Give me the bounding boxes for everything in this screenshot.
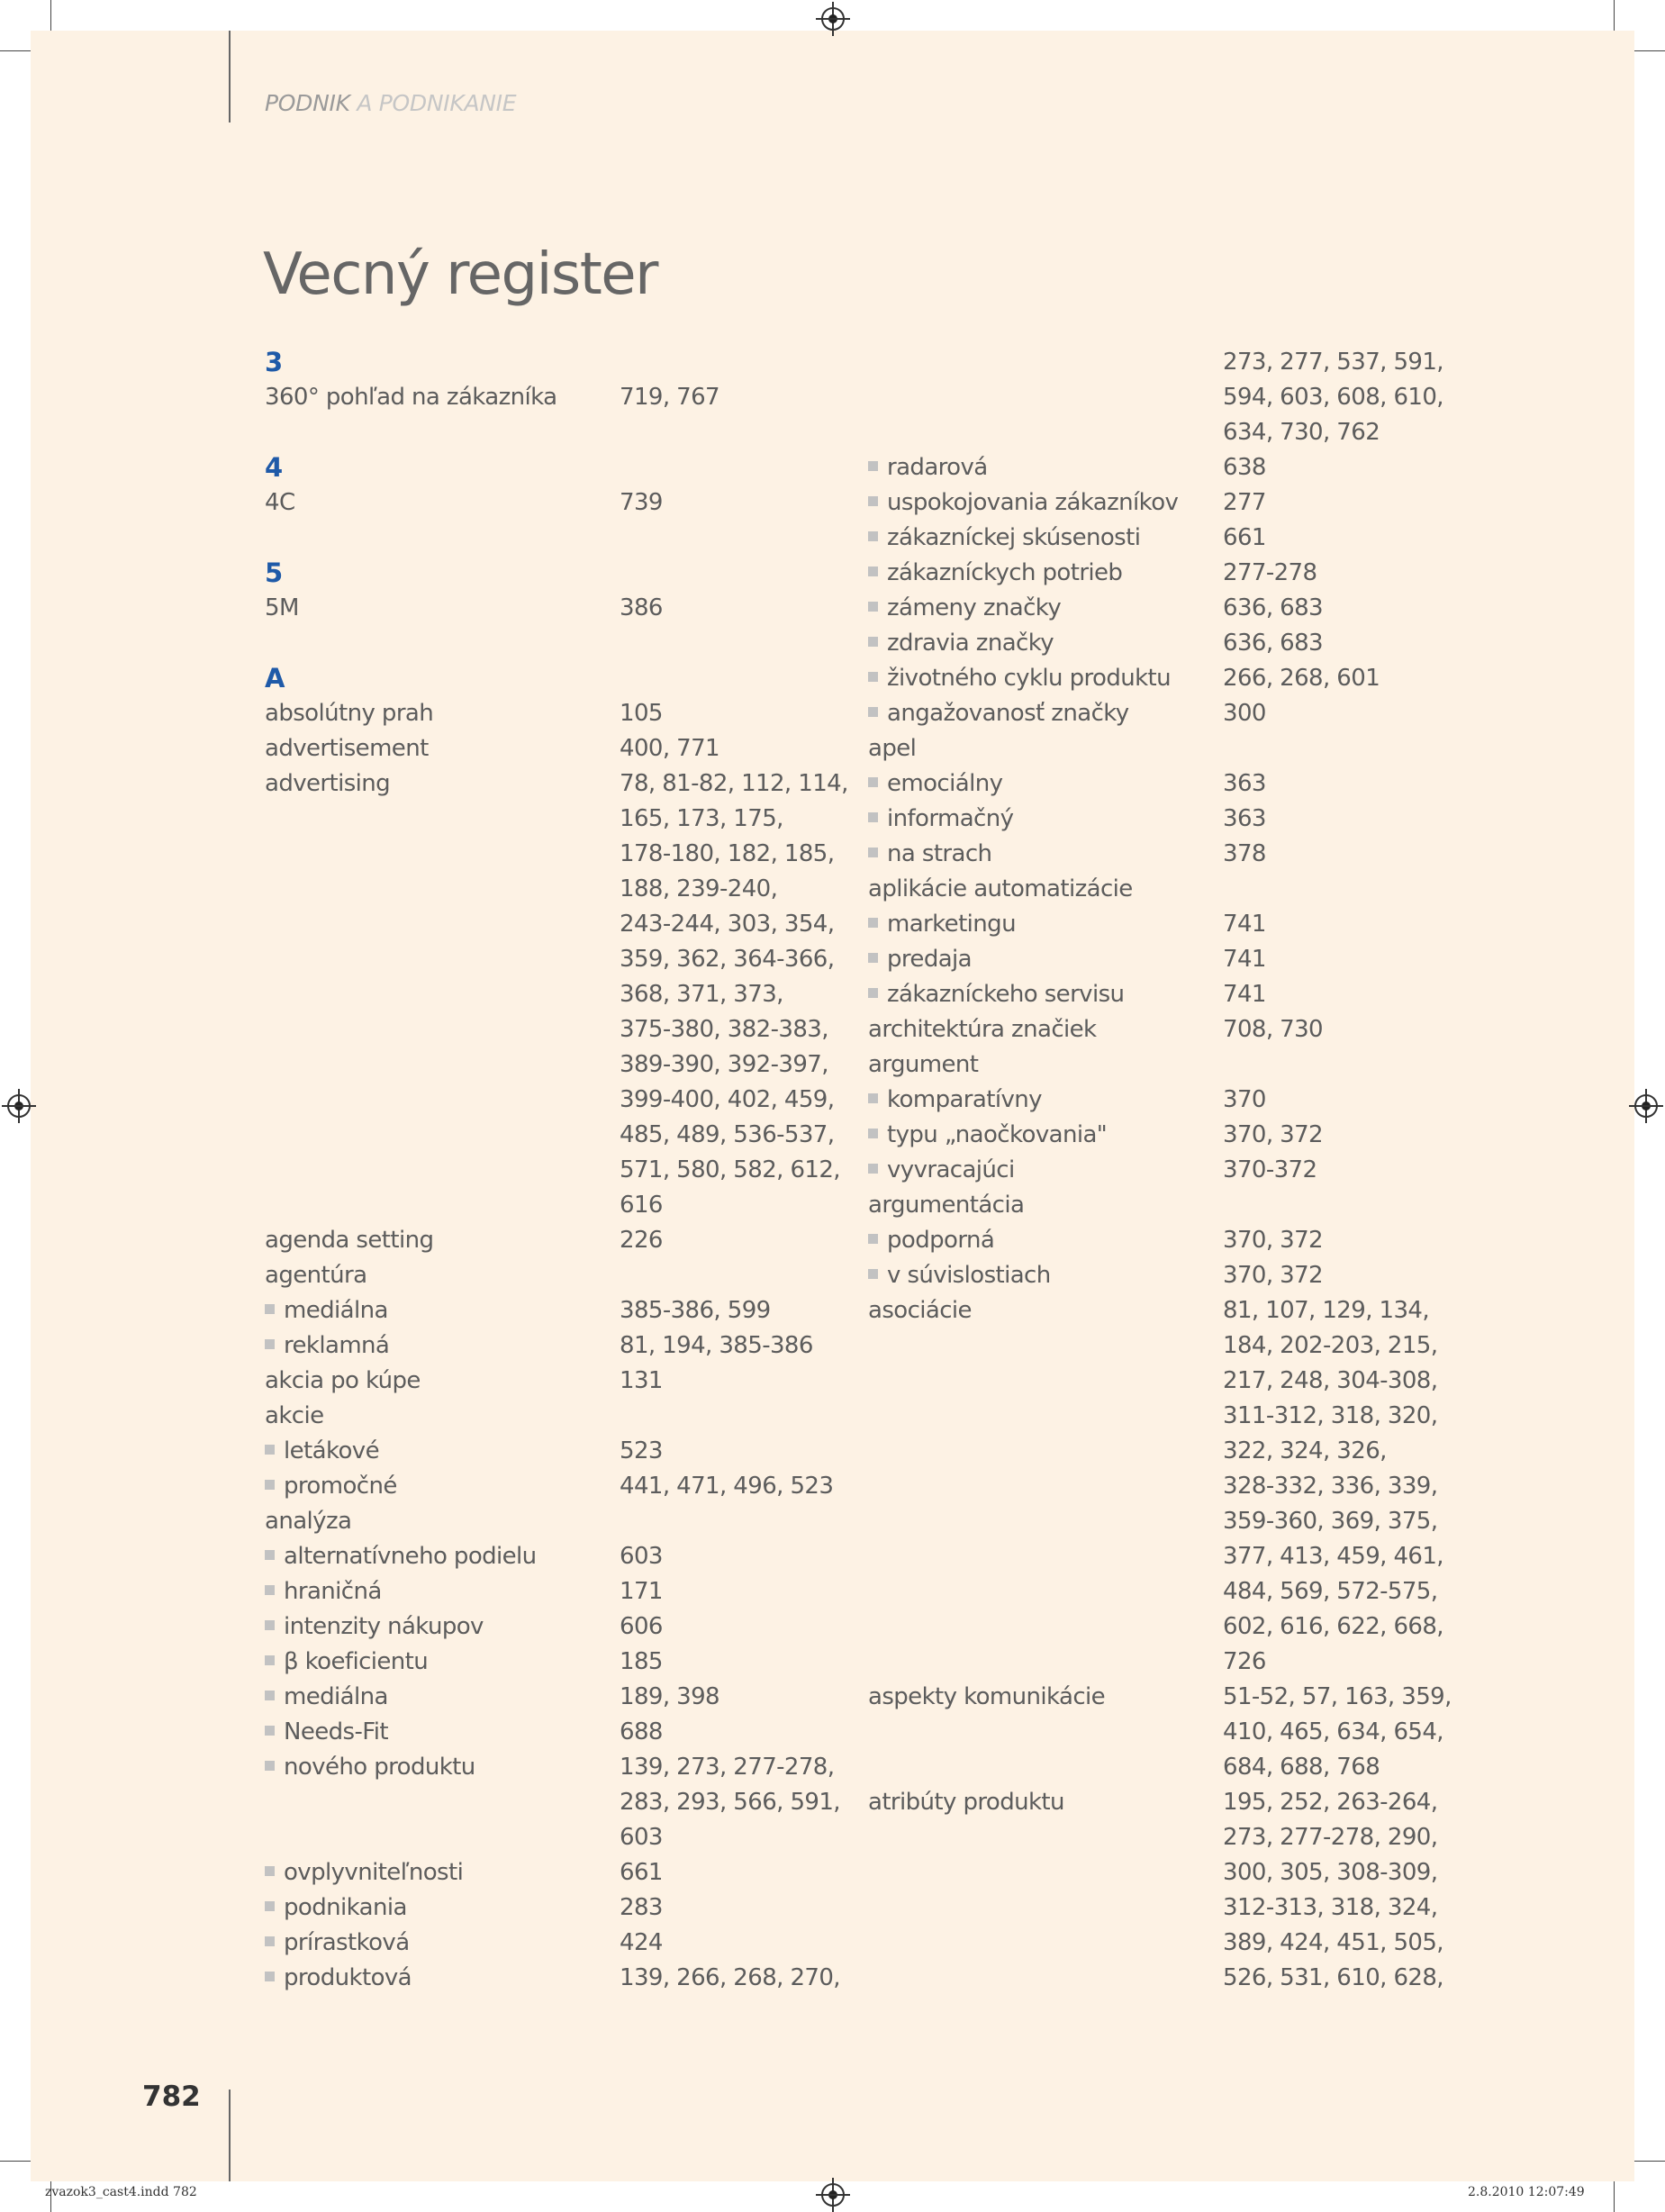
index-page-refs: 171 xyxy=(620,1578,663,1605)
index-page-refs: 185 xyxy=(620,1648,663,1675)
index-term-cell xyxy=(868,766,1002,802)
square-bullet-icon xyxy=(265,1550,275,1560)
index-subterm: emociálny xyxy=(887,770,1003,797)
index-page-refs: 217, 248, 304-308, xyxy=(1223,1367,1438,1394)
index-term-cell xyxy=(868,1785,1064,1820)
index-page-refs: 51-52, 57, 163, 359, xyxy=(1223,1683,1452,1710)
square-bullet-icon xyxy=(868,496,878,506)
index-subterm: typu „naočkovania" xyxy=(887,1121,1108,1148)
index-page-refs: 277 xyxy=(1223,489,1266,516)
index-term-cell xyxy=(265,380,557,415)
index-page-refs: 636, 683 xyxy=(1223,630,1323,657)
index-page-refs: 283 xyxy=(620,1894,663,1921)
index-page-refs: 328-332, 336, 339, xyxy=(1223,1473,1438,1500)
index-page-refs: 661 xyxy=(620,1859,663,1886)
index-term-cell xyxy=(265,1855,463,1890)
square-bullet-icon xyxy=(868,1129,878,1138)
index-page-refs: 484, 569, 572-575, xyxy=(1223,1578,1438,1605)
index-page-refs: 300, 305, 308-309, xyxy=(1223,1859,1438,1886)
square-bullet-icon xyxy=(868,1269,878,1279)
index-subterm: alternatívneho podielu xyxy=(284,1543,537,1570)
index-subterm: mediálna xyxy=(284,1297,388,1324)
index-term-cell xyxy=(868,1083,1042,1118)
index-page-refs: 424 xyxy=(620,1929,663,1956)
index-term: agenda setting xyxy=(265,1227,434,1254)
index-page-refs: 485, 489, 536-537, xyxy=(620,1121,835,1148)
index-term-cell xyxy=(265,1926,410,1961)
index-term-cell xyxy=(265,485,295,521)
index-term-cell xyxy=(265,1645,428,1680)
index-page-refs: 594, 603, 608, 610, xyxy=(1223,384,1443,411)
index-page-refs: 359, 362, 364-366, xyxy=(620,946,835,973)
index-subterm: v súvislostiach xyxy=(887,1262,1051,1289)
index-subterm: informačný xyxy=(887,805,1014,832)
index-page-refs: 131 xyxy=(620,1367,663,1394)
index-page-refs: 368, 371, 373, xyxy=(620,981,783,1008)
index-subterm: predaja xyxy=(887,946,973,973)
index-term: akcie xyxy=(265,1402,324,1429)
index-term-cell xyxy=(265,1504,351,1539)
index-subterm: životného cyklu produktu xyxy=(887,665,1172,692)
square-bullet-icon xyxy=(868,602,878,612)
index-term-cell xyxy=(868,1188,1024,1223)
index-page-refs: 385-386, 599 xyxy=(620,1297,771,1324)
index-subterm: prírastková xyxy=(284,1929,410,1956)
square-bullet-icon xyxy=(868,848,878,857)
footer-rule xyxy=(229,2090,231,2181)
index-page-refs: 616 xyxy=(620,1192,663,1219)
registration-mark-icon xyxy=(7,1094,31,1118)
index-page-refs: 375-380, 382-383, xyxy=(620,1016,828,1043)
index-page-refs: 386 xyxy=(620,594,663,621)
index-page-refs: 523 xyxy=(620,1437,663,1464)
index-page-refs: 571, 580, 582, 612, xyxy=(620,1156,840,1183)
crop-mark xyxy=(1614,0,1615,31)
crop-mark xyxy=(50,0,51,31)
index-term-cell xyxy=(868,907,1016,942)
index-term-cell xyxy=(868,802,1013,837)
index-page-refs: 273, 277, 537, 591, xyxy=(1223,349,1443,376)
index-term-cell xyxy=(868,977,1124,1012)
running-head-primary: PODNIK xyxy=(265,90,350,116)
index-subterm: zákazníckej skúsenosti xyxy=(887,524,1141,551)
index-subterm: mediálna xyxy=(284,1683,388,1710)
index-subterm: podnikania xyxy=(284,1894,407,1921)
square-bullet-icon xyxy=(265,1339,275,1349)
index-page-refs: 726 xyxy=(1223,1648,1266,1675)
index-term: analýza xyxy=(265,1508,352,1535)
index-term-cell xyxy=(868,731,916,766)
index-term-cell xyxy=(868,1118,1107,1153)
index-subterm: Needs-Fit xyxy=(284,1718,388,1745)
index-term-cell xyxy=(868,450,988,485)
index-term-cell xyxy=(868,696,1129,731)
index-subterm: radarová xyxy=(887,454,988,481)
index-page-refs: 165, 173, 175, xyxy=(620,805,783,832)
index-page-refs: 283, 293, 566, 591, xyxy=(620,1789,840,1816)
header-rule xyxy=(229,31,231,122)
square-bullet-icon xyxy=(265,1972,275,1981)
index-subterm: produktová xyxy=(284,1964,412,1991)
index-term-cell xyxy=(868,661,1171,696)
index-page-refs: 526, 531, 610, 628, xyxy=(1223,1964,1443,1991)
slug-file-info: zvazok3_cast4.indd 782 xyxy=(45,2185,197,2199)
square-bullet-icon xyxy=(868,707,878,717)
index-page-refs: 188, 239-240, xyxy=(620,875,778,902)
index-subterm: zdravia značky xyxy=(887,630,1054,657)
index-page-refs: 602, 616, 622, 668, xyxy=(1223,1613,1443,1640)
index-page-refs: 739 xyxy=(620,489,663,516)
index-subterm: zákazníckeho servisu xyxy=(887,981,1125,1008)
square-bullet-icon xyxy=(868,1164,878,1174)
index-term: argumentácia xyxy=(868,1192,1025,1219)
index-page-refs: 389, 424, 451, 505, xyxy=(1223,1929,1443,1956)
index-page-refs: 377, 413, 459, 461, xyxy=(1223,1543,1443,1570)
index-term-cell xyxy=(868,1258,1051,1293)
index-subterm: letákové xyxy=(284,1437,379,1464)
square-bullet-icon xyxy=(265,1620,275,1630)
square-bullet-icon xyxy=(868,777,878,787)
index-page-refs: 370, 372 xyxy=(1223,1227,1323,1254)
index-subterm: nového produktu xyxy=(284,1754,475,1781)
index-term-cell xyxy=(265,1293,388,1328)
index-term: advertisement xyxy=(265,735,429,762)
index-term-cell xyxy=(868,942,972,977)
index-subterm: marketingu xyxy=(887,911,1016,938)
index-page-refs: 370, 372 xyxy=(1223,1121,1323,1148)
crop-mark xyxy=(1634,2161,1665,2162)
index-page-refs: 606 xyxy=(620,1613,663,1640)
index-page-refs: 410, 465, 634, 654, xyxy=(1223,1718,1443,1745)
index-page-refs: 636, 683 xyxy=(1223,594,1323,621)
index-term-cell xyxy=(868,1047,978,1083)
index-page-refs: 400, 771 xyxy=(620,735,719,762)
index-page-refs: 195, 252, 263-264, xyxy=(1223,1789,1438,1816)
index-term-cell xyxy=(265,1258,366,1293)
index-page-refs: 81, 194, 385-386 xyxy=(620,1332,813,1359)
index-page-refs: 370-372 xyxy=(1223,1156,1317,1183)
index-term-cell xyxy=(868,1012,1097,1047)
index-page-refs: 363 xyxy=(1223,770,1266,797)
index-term: absolútny prah xyxy=(265,700,434,727)
registration-mark-icon xyxy=(821,7,845,31)
square-bullet-icon xyxy=(265,1585,275,1595)
index-term-cell xyxy=(868,837,991,872)
index-term-cell xyxy=(265,591,299,626)
index-page-refs: 189, 398 xyxy=(620,1683,719,1710)
index-page-refs: 312-313, 318, 324, xyxy=(1223,1894,1438,1921)
index-page-refs: 266, 268, 601 xyxy=(1223,665,1380,692)
index-term-cell xyxy=(868,872,1133,907)
page-title: Vecný register xyxy=(263,241,657,308)
index-term: apel xyxy=(868,735,917,762)
index-term: atribúty produktu xyxy=(868,1789,1064,1816)
index-page-refs: 399-400, 402, 459, xyxy=(620,1086,835,1113)
square-bullet-icon xyxy=(868,531,878,541)
index-term: agentúra xyxy=(265,1262,367,1289)
index-page-refs: 81, 107, 129, 134, xyxy=(1223,1297,1430,1324)
index-subterm: ovplyvniteľnosti xyxy=(284,1859,464,1886)
index-term-cell xyxy=(265,1574,382,1609)
crop-mark xyxy=(0,2161,31,2162)
index-term-cell xyxy=(265,1539,537,1574)
index-page-refs: 603 xyxy=(620,1824,663,1851)
index-term-cell xyxy=(265,1434,379,1469)
page-number: 782 xyxy=(142,2081,201,2113)
index-page-refs: 226 xyxy=(620,1227,663,1254)
registration-mark-icon xyxy=(1634,1094,1658,1118)
index-subterm: na strach xyxy=(887,840,992,867)
square-bullet-icon xyxy=(868,672,878,682)
index-term: aspekty komunikácie xyxy=(868,1683,1106,1710)
square-bullet-icon xyxy=(868,812,878,822)
index-page-refs: 359-360, 369, 375, xyxy=(1223,1508,1438,1535)
square-bullet-icon xyxy=(265,1866,275,1876)
square-bullet-icon xyxy=(868,918,878,928)
index-page-refs: 78, 81-82, 112, 114, xyxy=(620,770,848,797)
index-page-refs: 139, 273, 277-278, xyxy=(620,1754,835,1781)
square-bullet-icon xyxy=(868,637,878,647)
square-bullet-icon xyxy=(265,1726,275,1736)
index-subterm: hraničná xyxy=(284,1578,382,1605)
index-page-refs: 243-244, 303, 354, xyxy=(620,911,835,938)
crop-mark xyxy=(1634,50,1665,51)
index-term-cell xyxy=(868,591,1061,626)
index-page-refs: 322, 324, 326, xyxy=(1223,1437,1387,1464)
index-subterm: komparatívny xyxy=(887,1086,1042,1113)
square-bullet-icon xyxy=(868,988,878,998)
index-term: 4C xyxy=(265,489,295,516)
index-term: architektúra značiek xyxy=(868,1016,1097,1043)
index-subterm: zákazníckych potrieb xyxy=(887,559,1123,586)
index-page-refs: 378 xyxy=(1223,840,1266,867)
index-term: advertising xyxy=(265,770,391,797)
index-term: akcia po kúpe xyxy=(265,1367,421,1394)
index-subterm: angažovanosť značky xyxy=(887,700,1129,727)
index-term-cell xyxy=(265,696,433,731)
index-letter: A xyxy=(265,663,285,694)
square-bullet-icon xyxy=(868,953,878,963)
index-term-cell xyxy=(868,485,1178,521)
index-term-cell xyxy=(265,1399,324,1434)
index-subterm: zámeny značky xyxy=(887,594,1062,621)
index-page-refs: 273, 277-278, 290, xyxy=(1223,1824,1438,1851)
square-bullet-icon xyxy=(265,1655,275,1665)
index-page-refs: 184, 202-203, 215, xyxy=(1223,1332,1438,1359)
index-term-cell xyxy=(265,1328,389,1364)
index-page-refs: 661 xyxy=(1223,524,1266,551)
index-page-refs: 638 xyxy=(1223,454,1266,481)
index-term: 360° pohľad na zákazníka xyxy=(265,384,557,411)
index-term-cell xyxy=(265,1609,484,1645)
index-page-refs: 603 xyxy=(620,1543,663,1570)
index-page-refs: 311-312, 318, 320, xyxy=(1223,1402,1438,1429)
index-term: aplikácie automatizácie xyxy=(868,875,1133,902)
index-term: 5M xyxy=(265,594,299,621)
square-bullet-icon xyxy=(265,1936,275,1946)
index-term-cell xyxy=(265,1961,412,1996)
index-letter: 5 xyxy=(265,558,283,588)
index-term-cell xyxy=(868,521,1140,556)
square-bullet-icon xyxy=(868,1093,878,1103)
index-page-refs: 708, 730 xyxy=(1223,1016,1323,1043)
index-subterm: intenzity nákupov xyxy=(284,1613,484,1640)
index-letter: 4 xyxy=(265,452,283,483)
square-bullet-icon xyxy=(265,1445,275,1455)
index-page-refs: 719, 767 xyxy=(620,384,719,411)
index-page-refs: 300 xyxy=(1223,700,1266,727)
index-term: asociácie xyxy=(868,1297,972,1324)
index-term-cell xyxy=(265,1715,388,1750)
square-bullet-icon xyxy=(868,461,878,471)
index-term-cell xyxy=(868,1680,1105,1715)
running-head-secondary: A PODNIKANIE xyxy=(349,90,517,116)
index-page-refs: 389-390, 392-397, xyxy=(620,1051,828,1078)
square-bullet-icon xyxy=(265,1304,275,1314)
index-term-cell xyxy=(868,1293,972,1328)
square-bullet-icon xyxy=(868,567,878,576)
square-bullet-icon xyxy=(868,1234,878,1244)
index-page-refs: 370 xyxy=(1223,1086,1266,1113)
slug-timestamp: 2.8.2010 12:07:49 xyxy=(1468,2185,1585,2199)
index-page-refs: 370, 372 xyxy=(1223,1262,1323,1289)
square-bullet-icon xyxy=(265,1761,275,1771)
index-subterm: podporná xyxy=(887,1227,995,1254)
index-subterm: reklamná xyxy=(284,1332,390,1359)
index-subterm: promočné xyxy=(284,1473,397,1500)
index-page-refs: 741 xyxy=(1223,946,1266,973)
index-page-refs: 178-180, 182, 185, xyxy=(620,840,835,867)
index-term-cell xyxy=(868,1223,994,1258)
index-page-refs: 139, 266, 268, 270, xyxy=(620,1964,840,1991)
index-term-cell xyxy=(868,1153,1015,1188)
index-page-refs: 277-278 xyxy=(1223,559,1317,586)
index-subterm: uspokojovania zákazníkov xyxy=(887,489,1179,516)
index-letter: 3 xyxy=(265,347,283,377)
index-subterm: vyvracajúci xyxy=(887,1156,1015,1183)
index-term-cell xyxy=(265,1890,407,1926)
index-page-refs: 741 xyxy=(1223,911,1266,938)
registration-mark-icon xyxy=(821,2183,845,2207)
index-page-refs: 441, 471, 496, 523 xyxy=(620,1473,834,1500)
index-page-refs: 684, 688, 768 xyxy=(1223,1754,1380,1781)
crop-mark xyxy=(0,50,31,51)
index-term-cell xyxy=(265,1750,475,1785)
index-page-refs: 688 xyxy=(620,1718,663,1745)
index-term-cell xyxy=(265,1223,433,1258)
index-page-refs: 634, 730, 762 xyxy=(1223,419,1380,446)
index-term-cell xyxy=(868,626,1054,661)
index-term-cell xyxy=(265,766,390,802)
index-term: argument xyxy=(868,1051,979,1078)
index-page-refs: 105 xyxy=(620,700,663,727)
index-subterm: β koeficientu xyxy=(284,1648,429,1675)
index-page-refs: 363 xyxy=(1223,805,1266,832)
index-term-cell xyxy=(265,1469,397,1504)
index-term-cell xyxy=(265,731,429,766)
running-head xyxy=(265,90,516,116)
index-page-refs: 741 xyxy=(1223,981,1266,1008)
index-term-cell xyxy=(868,556,1122,591)
index-term-cell xyxy=(265,1364,421,1399)
crop-mark xyxy=(1614,2181,1615,2212)
square-bullet-icon xyxy=(265,1901,275,1911)
square-bullet-icon xyxy=(265,1691,275,1700)
index-term-cell xyxy=(265,1680,388,1715)
square-bullet-icon xyxy=(265,1480,275,1490)
